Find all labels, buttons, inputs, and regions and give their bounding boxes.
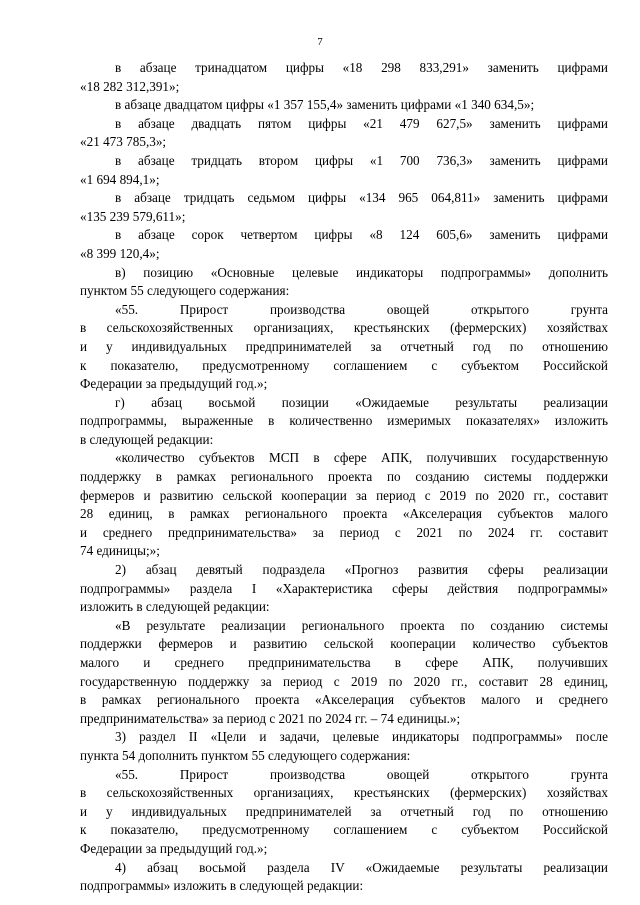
text-line: г) абзац восьмой позиции «Ожидаемые результаты реализации — [115, 394, 608, 410]
text-line: в) позицию «Основные целевые индикаторы подпрограммы» дополнить — [115, 264, 608, 280]
text-line: в абзаце сорок четвертом цифры «8 124 605,6» заменить цифрами — [115, 227, 608, 243]
text-line: Федерации за предыдущий год.»; — [80, 376, 268, 392]
text-line: «8 399 120,4»; — [80, 245, 160, 261]
text-line: и среднего предпринимательства» за период с 2021 по 2024 гг. составит — [80, 524, 608, 540]
text-line: к показателю, предусмотренному соглашением с субъектом Российской — [80, 357, 608, 373]
text-line: «135 239 579,611»; — [80, 208, 186, 224]
text-line: «55. Прирост производства овощей открытого грунта — [115, 766, 608, 782]
text-line: в рамках регионального проекта «Акселерация субъектов малого и среднего — [80, 692, 608, 708]
page-number: 7 — [317, 36, 323, 48]
text-line: «55. Прирост производства овощей открытого грунта — [115, 301, 608, 317]
text-line: и у индивидуальных предпринимателей за отчетный год по отношению — [80, 338, 608, 354]
document-body — [80, 59, 608, 896]
text-line: в абзаце двадцать пятом цифры «21 479 627,5» заменить цифрами — [115, 115, 608, 131]
text-line: предпринимательства» за период с 2021 по 2024 гг. – 74 единицы.»; — [80, 710, 461, 726]
text-line: в следующей редакции: — [80, 431, 214, 447]
text-line: подпрограммы» раздела I «Характеристика сферы действия подпрограммы» — [80, 580, 608, 596]
text-line: изложить в следующей редакции: — [80, 599, 270, 615]
text-line: 4) абзац восьмой раздела IV «Ожидаемые результаты реализации — [115, 859, 608, 875]
text-line: государственную поддержку за период с 2019 по 2020 гг., составит 28 единиц, — [80, 673, 608, 689]
text-line: «18 282 312,391»; — [80, 78, 180, 94]
text-line: «В результате реализации регионального проекта по созданию системы — [115, 617, 608, 633]
text-line: в сельскохозяйственных организациях, крестьянских (фермерских) хозяйствах — [80, 320, 608, 336]
text-line: «21 473 785,3»; — [80, 134, 167, 150]
text-line: подпрограммы, выраженные в количественно измеримых показателях» изложить — [80, 413, 608, 429]
text-line: «1 694 894,1»; — [80, 171, 160, 187]
text-line: пунктом 55 следующего содержания: — [80, 283, 290, 299]
text-line: Федерации за предыдущий год.»; — [80, 840, 268, 856]
text-line: в абзаце тринадцатом цифры «18 298 833,291» заменить цифрами — [115, 60, 608, 75]
text-line: подпрограммы» изложить в следующей редакции: — [80, 878, 364, 894]
text-line: в абзаце тридцать втором цифры «1 700 736,3» заменить цифрами — [115, 152, 608, 168]
text-line: 2) абзац девятый подраздела «Прогноз развития сферы реализации — [115, 562, 608, 578]
text-line: к показателю, предусмотренному соглашением с субъектом Российской — [80, 822, 608, 838]
text-line: поддержку в рамках регионального проекта по созданию системы поддержки — [80, 469, 608, 485]
text-line: в абзаце двадцатом цифры «1 357 155,4» заменить цифрами «1 340 634,5»; — [115, 97, 535, 113]
text-line: поддержки фермеров и развитию сельской кооперации количество субъектов — [80, 636, 608, 652]
text-line: в сельскохозяйственных организациях, крестьянских (фермерских) хозяйствах — [80, 785, 608, 801]
text-line: 74 единицы;»; — [80, 543, 160, 559]
text-line: и у индивидуальных предпринимателей за отчетный год по отношению — [80, 803, 608, 819]
text-line: пункта 54 дополнить пунктом 55 следующего содержания: — [80, 747, 411, 763]
text-line: 28 единиц, в рамках регионального проекта «Акселерация субъектов малого — [80, 506, 608, 522]
text-line: «количество субъектов МСП в сфере АПК, получивших государственную — [115, 450, 608, 466]
text-line: в абзаце тридцать седьмом цифры «134 965 064,811» заменить цифрами — [115, 190, 608, 206]
text-line: малого и среднего предпринимательства в сфере АПК, получивших — [80, 655, 608, 670]
text-line: 3) раздел II «Цели и задачи, целевые индикаторы подпрограммы» после — [115, 729, 608, 745]
text-line: фермеров и развитию сельской кооперации за период с 2019 по 2020 гг., составит — [80, 487, 608, 503]
